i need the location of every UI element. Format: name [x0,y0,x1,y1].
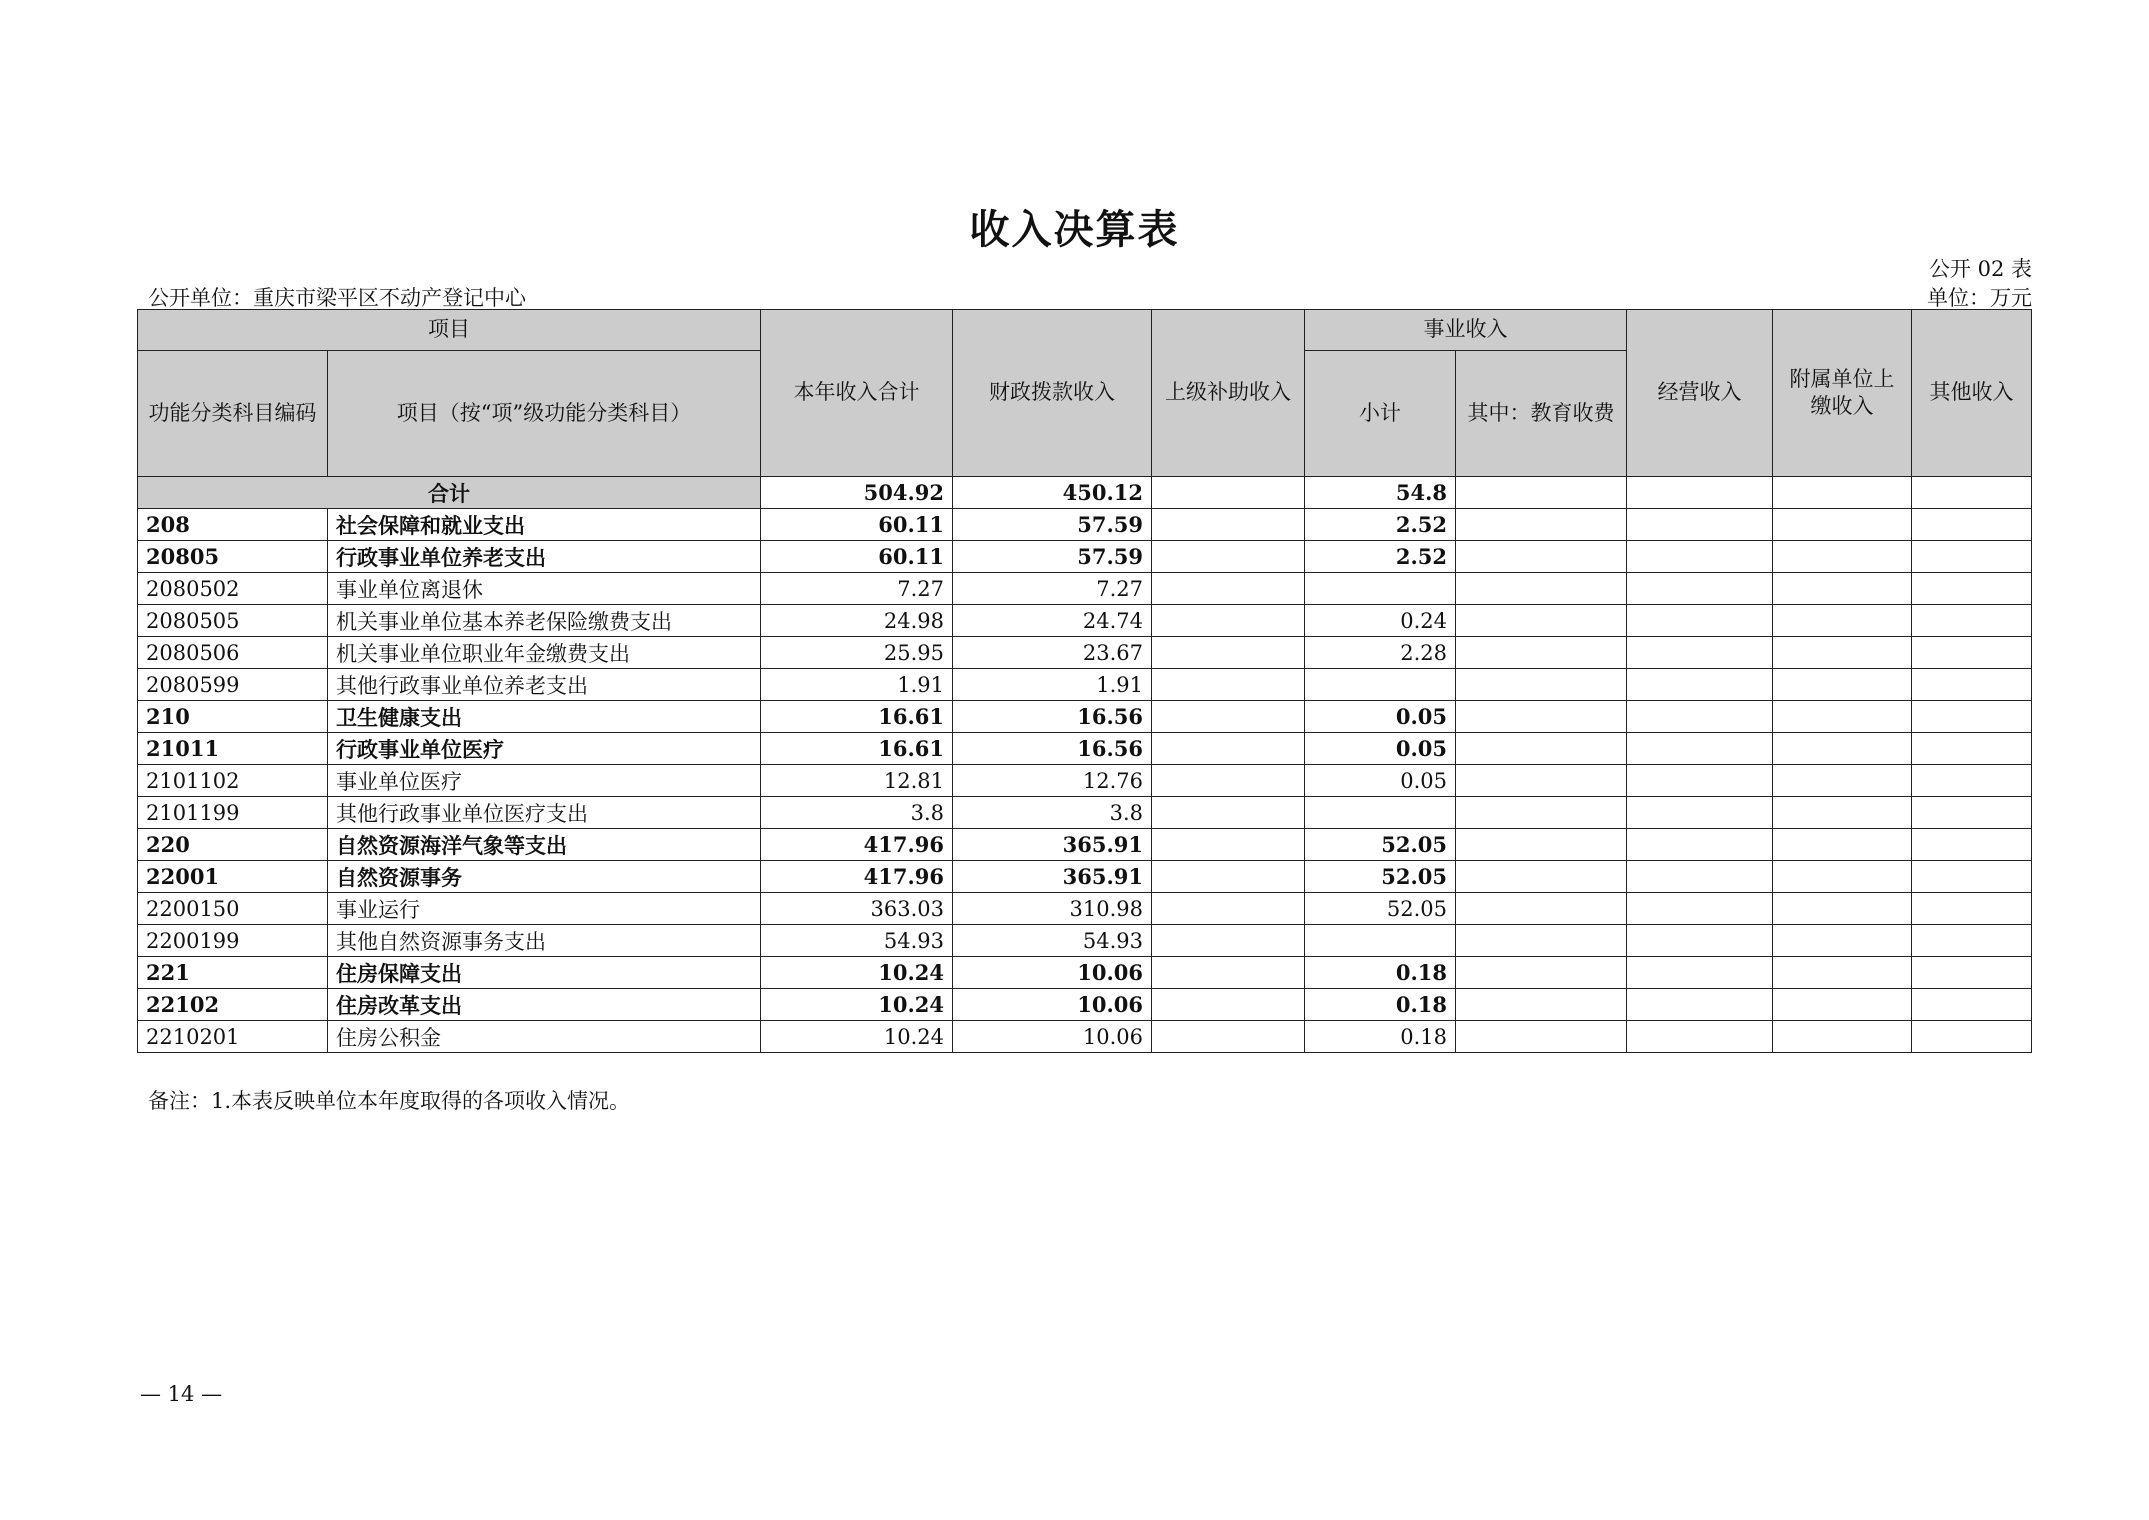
cell-code: 210 [138,701,328,733]
cell-code: 20805 [138,541,328,573]
cell-total: 25.95 [761,637,953,669]
page-number: — 14 — [140,1382,223,1406]
reporting-unit: 公开单位：重庆市梁平区不动产登记中心 [148,286,526,310]
cell-name: 机关事业单位职业年金缴费支出 [328,637,761,669]
cell-total: 417.96 [761,861,953,893]
header-other: 其他收入 [1912,310,2032,477]
cell-education [1456,957,1627,989]
cell-subtotal [1305,573,1456,605]
cell-code: 22102 [138,989,328,1021]
cell-fiscal: 3.8 [953,797,1152,829]
cell-affiliated [1773,509,1912,541]
table-row [138,893,2032,925]
cell-code: 2101102 [138,765,328,797]
header-business: 事业收入 [1305,310,1627,351]
cell-other [1912,797,2032,829]
table-row [138,861,2032,893]
cell-name: 行政事业单位养老支出 [328,541,761,573]
cell-operating [1627,989,1773,1021]
table-row [138,797,2032,829]
cell-other [1912,541,2032,573]
cell-education [1456,637,1627,669]
cell-total: 16.61 [761,701,953,733]
cell-total: 10.24 [761,1021,953,1053]
total-affiliated [1773,477,1912,509]
cell-other [1912,765,2032,797]
cell-affiliated [1773,1021,1912,1053]
cell-total: 60.11 [761,541,953,573]
cell-education [1456,829,1627,861]
total-other [1912,477,2032,509]
cell-affiliated [1773,861,1912,893]
total-label: 合计 [138,477,761,509]
table-row [138,1021,2032,1053]
cell-total: 10.24 [761,989,953,1021]
cell-affiliated [1773,989,1912,1021]
cell-name: 自然资源海洋气象等支出 [328,829,761,861]
cell-name: 行政事业单位医疗 [328,733,761,765]
cell-subtotal: 0.18 [1305,957,1456,989]
cell-total: 16.61 [761,733,953,765]
cell-other [1912,733,2032,765]
header-superior: 上级补助收入 [1152,310,1305,477]
cell-operating [1627,605,1773,637]
cell-superior [1152,893,1305,925]
cell-name: 自然资源事务 [328,861,761,893]
total-row [138,477,2032,509]
cell-total: 363.03 [761,893,953,925]
cell-other [1912,989,2032,1021]
cell-operating [1627,829,1773,861]
cell-operating [1627,669,1773,701]
header-name: 项目（按“项”级功能分类科目） [328,351,761,477]
header-education: 其中：教育收费 [1456,351,1627,477]
cell-fiscal: 1.91 [953,669,1152,701]
table-row [138,605,2032,637]
total-fiscal: 450.12 [953,477,1152,509]
cell-affiliated [1773,765,1912,797]
cell-education [1456,669,1627,701]
cell-total: 24.98 [761,605,953,637]
cell-operating [1627,509,1773,541]
cell-subtotal [1305,925,1456,957]
cell-education [1456,765,1627,797]
total-income: 504.92 [761,477,953,509]
cell-superior [1152,957,1305,989]
cell-operating [1627,573,1773,605]
header-total: 本年收入合计 [761,310,953,477]
table-row [138,925,2032,957]
cell-code: 2080599 [138,669,328,701]
cell-superior [1152,829,1305,861]
table-row [138,637,2032,669]
cell-subtotal: 0.05 [1305,765,1456,797]
cell-total: 60.11 [761,509,953,541]
cell-operating [1627,797,1773,829]
cell-fiscal: 16.56 [953,701,1152,733]
cell-name: 其他行政事业单位养老支出 [328,669,761,701]
cell-fiscal: 57.59 [953,509,1152,541]
cell-superior [1152,989,1305,1021]
cell-other [1912,957,2032,989]
cell-superior [1152,733,1305,765]
cell-fiscal: 16.56 [953,733,1152,765]
cell-subtotal: 0.05 [1305,701,1456,733]
cell-superior [1152,1021,1305,1053]
footnote: 备注：1.本表反映单位本年度取得的各项收入情况。 [148,1089,631,1113]
cell-other [1912,1021,2032,1053]
cell-superior [1152,701,1305,733]
cell-superior [1152,541,1305,573]
cell-superior [1152,925,1305,957]
cell-superior [1152,509,1305,541]
cell-fiscal: 54.93 [953,925,1152,957]
cell-code: 22001 [138,861,328,893]
cell-subtotal: 0.18 [1305,989,1456,1021]
cell-name: 住房改革支出 [328,989,761,1021]
cell-affiliated [1773,829,1912,861]
cell-name: 其他行政事业单位医疗支出 [328,797,761,829]
cell-name: 机关事业单位基本养老保险缴费支出 [328,605,761,637]
cell-name: 社会保障和就业支出 [328,509,761,541]
cell-other [1912,669,2032,701]
table-row [138,541,2032,573]
table-row [138,701,2032,733]
cell-total: 12.81 [761,765,953,797]
page-title: 收入决算表 [969,206,1180,253]
cell-other [1912,861,2032,893]
cell-other [1912,573,2032,605]
cell-code: 2200199 [138,925,328,957]
cell-superior [1152,669,1305,701]
cell-education [1456,925,1627,957]
cell-subtotal: 2.28 [1305,637,1456,669]
income-table [137,309,2032,1053]
cell-operating [1627,925,1773,957]
cell-other [1912,893,2032,925]
cell-fiscal: 23.67 [953,637,1152,669]
cell-subtotal: 52.05 [1305,893,1456,925]
cell-other [1912,701,2032,733]
table-row [138,989,2032,1021]
cell-operating [1627,637,1773,669]
total-education [1456,477,1627,509]
cell-subtotal: 2.52 [1305,541,1456,573]
cell-total: 1.91 [761,669,953,701]
cell-education [1456,605,1627,637]
cell-affiliated [1773,669,1912,701]
cell-affiliated [1773,573,1912,605]
cell-education [1456,701,1627,733]
table-row [138,573,2032,605]
cell-name: 事业单位离退休 [328,573,761,605]
table-row [138,829,2032,861]
table-body [138,477,2032,1053]
header-operating: 经营收入 [1627,310,1773,477]
cell-operating [1627,541,1773,573]
cell-affiliated [1773,957,1912,989]
cell-education [1456,509,1627,541]
cell-subtotal: 2.52 [1305,509,1456,541]
cell-total: 7.27 [761,573,953,605]
cell-fiscal: 10.06 [953,989,1152,1021]
header-code: 功能分类科目编码 [138,351,328,477]
cell-operating [1627,893,1773,925]
cell-code: 2080502 [138,573,328,605]
cell-education [1456,733,1627,765]
cell-education [1456,797,1627,829]
cell-fiscal: 10.06 [953,1021,1152,1053]
cell-other [1912,509,2032,541]
form-number: 公开 02 表 [1928,257,2032,281]
header-subtotal: 小计 [1305,351,1456,477]
cell-affiliated [1773,925,1912,957]
table-row [138,957,2032,989]
cell-name: 事业单位医疗 [328,765,761,797]
cell-code: 21011 [138,733,328,765]
cell-name: 事业运行 [328,893,761,925]
cell-fiscal: 12.76 [953,765,1152,797]
cell-affiliated [1773,541,1912,573]
cell-fiscal: 365.91 [953,861,1152,893]
header-fiscal: 财政拨款收入 [953,310,1152,477]
cell-total: 10.24 [761,957,953,989]
cell-subtotal: 52.05 [1305,829,1456,861]
cell-education [1456,1021,1627,1053]
table-row [138,733,2032,765]
cell-other [1912,829,2032,861]
cell-superior [1152,605,1305,637]
cell-fiscal: 10.06 [953,957,1152,989]
cell-code: 2101199 [138,797,328,829]
cell-fiscal: 310.98 [953,893,1152,925]
cell-name: 其他自然资源事务支出 [328,925,761,957]
cell-affiliated [1773,893,1912,925]
cell-superior [1152,637,1305,669]
header-affiliated: 附属单位上缴收入 [1773,310,1912,477]
cell-code: 221 [138,957,328,989]
cell-affiliated [1773,797,1912,829]
cell-total: 3.8 [761,797,953,829]
cell-total: 417.96 [761,829,953,861]
cell-fiscal: 7.27 [953,573,1152,605]
cell-operating [1627,733,1773,765]
cell-affiliated [1773,733,1912,765]
cell-operating [1627,1021,1773,1053]
cell-code: 2200150 [138,893,328,925]
total-subtotal: 54.8 [1305,477,1456,509]
cell-superior [1152,573,1305,605]
cell-operating [1627,957,1773,989]
cell-education [1456,893,1627,925]
cell-subtotal: 0.05 [1305,733,1456,765]
cell-operating [1627,701,1773,733]
cell-affiliated [1773,637,1912,669]
cell-name: 卫生健康支出 [328,701,761,733]
cell-education [1456,861,1627,893]
cell-fiscal: 57.59 [953,541,1152,573]
cell-name: 住房保障支出 [328,957,761,989]
cell-subtotal [1305,797,1456,829]
cell-operating [1627,765,1773,797]
cell-superior [1152,765,1305,797]
cell-operating [1627,861,1773,893]
cell-total: 54.93 [761,925,953,957]
cell-code: 208 [138,509,328,541]
cell-other [1912,605,2032,637]
cell-subtotal [1305,669,1456,701]
total-superior [1152,477,1305,509]
cell-fiscal: 365.91 [953,829,1152,861]
cell-affiliated [1773,701,1912,733]
cell-subtotal: 0.18 [1305,1021,1456,1053]
cell-other [1912,637,2032,669]
cell-education [1456,573,1627,605]
cell-code: 2080506 [138,637,328,669]
cell-code: 2210201 [138,1021,328,1053]
cell-affiliated [1773,605,1912,637]
total-operating [1627,477,1773,509]
cell-code: 2080505 [138,605,328,637]
cell-name: 住房公积金 [328,1021,761,1053]
cell-education [1456,541,1627,573]
cell-code: 220 [138,829,328,861]
currency-unit: 单位：万元 [1927,286,2032,310]
cell-education [1456,989,1627,1021]
cell-other [1912,925,2032,957]
cell-superior [1152,861,1305,893]
table-row [138,509,2032,541]
cell-fiscal: 24.74 [953,605,1152,637]
table-row [138,669,2032,701]
table-row [138,765,2032,797]
header-project: 项目 [138,310,761,351]
cell-subtotal: 0.24 [1305,605,1456,637]
cell-subtotal: 52.05 [1305,861,1456,893]
cell-superior [1152,797,1305,829]
